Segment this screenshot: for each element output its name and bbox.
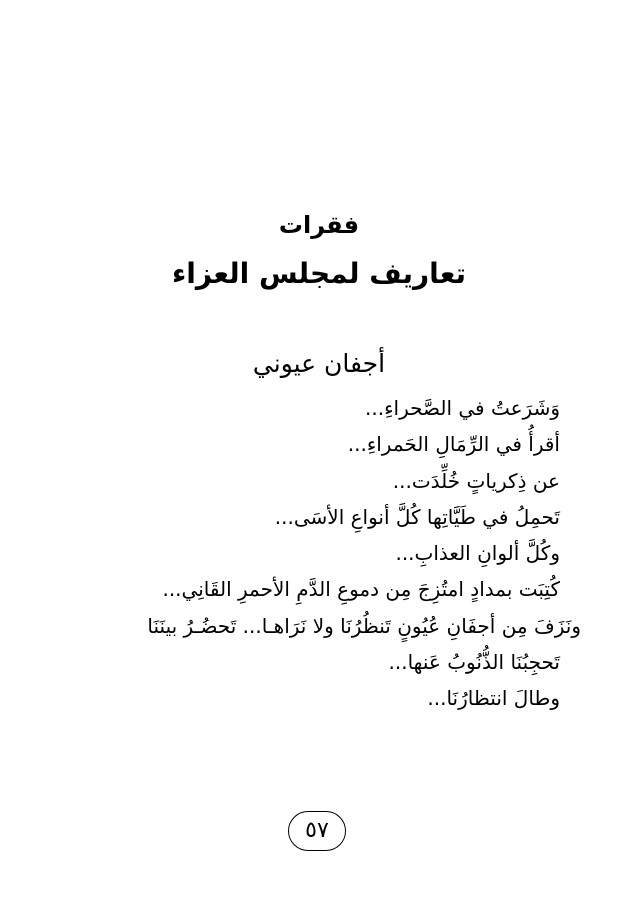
verse-line: وكُلَّ ألوانِ العذابِ... [395, 541, 560, 566]
poem-verses [40, 390, 581, 717]
verse-line: تَحمِلُ في طَيَّاتِها كُلَّ أنواعِ الأسَى... [274, 504, 560, 529]
main-title: تعاريف لمجلس العزاء [171, 257, 467, 290]
verse-line: وَشَرَعتُ في الصَّحراءِ... [365, 396, 560, 420]
page-number-badge: ٥٧ [288, 811, 346, 851]
verse-line: أقرأُ في الرِّمَالِ الحَمراءِ... [347, 432, 560, 457]
verse-line: كُتِبَت بمدادٍ امتُزِجَ مِن دموعِ الدَّمِ الأحمرِ القَانِي... [162, 577, 560, 602]
verse-line: وطالَ انتظارُنَا... [427, 686, 560, 711]
verse-line: ونَزَفَ مِن أجفَانِ عُيُونٍ تَنظُرُنَا ولا نَرَاهـا... تَحضُـرُ بينَنَا [147, 613, 581, 638]
verse-line: تَحجِبُنَا الذُّنُوبُ عَنها... [388, 650, 560, 675]
section-heading: فقرات [278, 211, 360, 239]
verse-line: عن ذِكرياتٍ خُلِّدَت... [392, 468, 560, 493]
poem-title: أجفان عيوني [252, 349, 386, 378]
